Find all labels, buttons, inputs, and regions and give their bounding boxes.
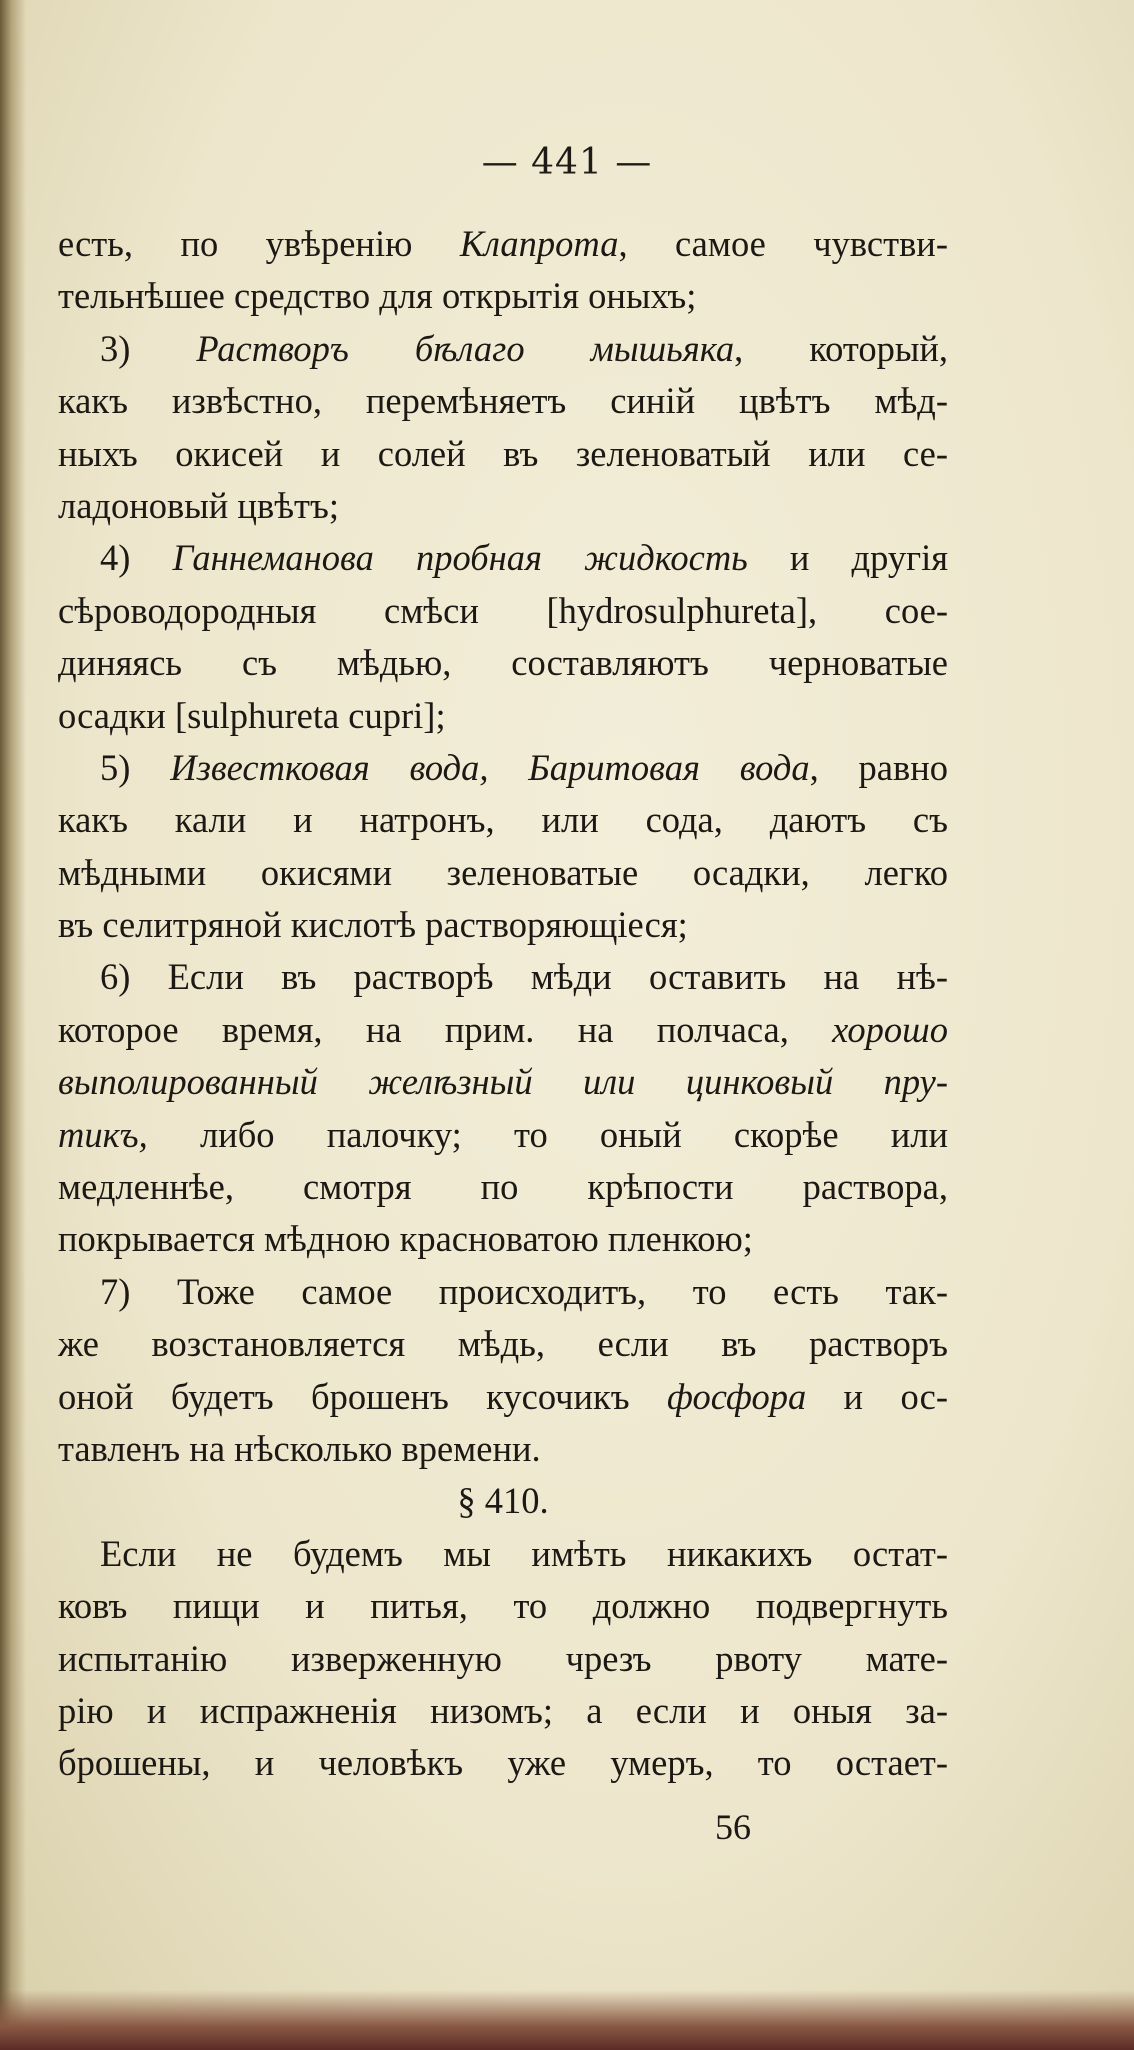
page-binding-shadow xyxy=(0,0,26,2050)
italic-run: Клапрота xyxy=(459,223,619,264)
text-run: , равно xyxy=(809,746,949,788)
signature-mark: 56 xyxy=(715,1807,751,1847)
text-run: и ос- xyxy=(806,1375,948,1417)
text-run: тельнѣшее средство для открытія оныхъ; xyxy=(58,275,697,317)
text-run: покрывается мѣдною красноватою пленкою; xyxy=(58,1218,753,1260)
italic-run: хорошо xyxy=(832,1008,948,1050)
text-line xyxy=(58,951,948,1003)
text-line xyxy=(58,1109,948,1161)
page-bottom-edge xyxy=(0,1990,1134,2050)
text-line xyxy=(58,847,948,899)
text-run: брошены, и человѣкъ уже умеръ, то остает- xyxy=(58,1742,948,1784)
text-line xyxy=(58,690,948,742)
text-run: 6) Если въ растворѣ мѣди оставить на нѣ- xyxy=(100,956,948,998)
text-line xyxy=(58,1685,948,1737)
text-line xyxy=(58,323,948,375)
text-run: 5) xyxy=(100,746,171,788)
text-line xyxy=(58,1580,948,1632)
text-line xyxy=(58,1318,948,1370)
text-line xyxy=(58,1528,948,1580)
text-run: оной будетъ брошенъ кусочикъ xyxy=(58,1375,668,1417)
text-run: , самое чувстви- xyxy=(618,223,948,264)
text-line xyxy=(58,428,948,480)
text-run: въ селитряной кислотѣ растворяющіеся; xyxy=(58,904,688,946)
body-text xyxy=(58,218,948,1790)
text-line xyxy=(58,794,948,846)
italic-run: Известковая вода, Баритовая вода xyxy=(170,746,810,788)
page-number-header: — 441 — xyxy=(481,142,653,183)
text-line xyxy=(58,375,948,427)
italic-run: выполированный желѣзный или цинковый пру- xyxy=(58,1061,948,1103)
italic-run: Растворъ бѣлаго мышьяка xyxy=(196,327,735,369)
text-run: какъ кали и натронъ, или сода, даютъ съ xyxy=(58,799,948,841)
text-line xyxy=(58,637,948,689)
text-run: есть, по увѣренію xyxy=(58,223,460,264)
italic-run: фосфора xyxy=(667,1375,807,1417)
text-line xyxy=(58,532,948,584)
text-run: тавленъ на нѣсколько времени. xyxy=(58,1427,541,1469)
text-line xyxy=(58,1266,948,1318)
text-run: ныхъ окисей и солей въ зеленоватый или се- xyxy=(58,432,948,474)
text-line xyxy=(58,480,948,532)
text-run: 3) xyxy=(100,327,197,369)
text-run: и другія xyxy=(747,537,949,579)
text-run: диняясь съ мѣдью, составляютъ черноватые xyxy=(58,642,948,684)
text-line xyxy=(58,742,948,794)
text-run: сѣроводородныя смѣси [hydrosulphureta], сое- xyxy=(58,589,948,631)
text-run: § 410. xyxy=(457,1480,549,1522)
text-run: рію и испражненія низомъ; а если и оныя за- xyxy=(58,1689,948,1731)
text-run: 7) Тоже самое происходитъ, то есть так- xyxy=(100,1270,948,1312)
text-line xyxy=(58,218,948,270)
text-run: которое время, на прим. на полчаса, xyxy=(58,1008,833,1050)
text-line xyxy=(58,1737,948,1789)
text-run: мѣдными окисями зеленоватые осадки, легко xyxy=(58,851,948,893)
text-run: осадки [sulphureta cupri]; xyxy=(58,694,446,736)
text-run: ладоновый цвѣтъ; xyxy=(58,484,339,526)
text-line xyxy=(58,270,948,322)
text-run: либо палочку; то оный скорѣе или xyxy=(147,1113,948,1155)
section-heading xyxy=(58,1475,948,1527)
text-line xyxy=(58,1371,948,1423)
text-run: 4) xyxy=(100,537,173,579)
text-run: какъ извѣстно, перемѣняетъ синій цвѣтъ мѣд- xyxy=(58,380,948,422)
text-line xyxy=(58,1213,948,1265)
text-line xyxy=(58,1423,948,1475)
italic-run: Ганнеманова пробная жидкость xyxy=(172,537,748,579)
text-run: Если не будемъ мы имѣть никакихъ остат- xyxy=(100,1532,948,1574)
text-line xyxy=(58,1056,948,1108)
text-run: испытанію изверженную чрезъ рвоту мате- xyxy=(58,1637,948,1679)
text-run: медленнѣе, смотря по крѣпости раствора, xyxy=(58,1166,948,1208)
text-run: , который, xyxy=(734,327,949,369)
text-line xyxy=(58,1633,948,1685)
text-line xyxy=(58,1161,948,1213)
text-line xyxy=(58,899,948,951)
italic-run: тикъ, xyxy=(58,1113,148,1155)
text-line xyxy=(58,1004,948,1056)
text-line xyxy=(58,585,948,637)
text-run: же возстановляется мѣдь, если въ растворъ xyxy=(58,1323,948,1365)
text-run: ковъ пищи и питья, то должно подвергнуть xyxy=(58,1585,948,1627)
